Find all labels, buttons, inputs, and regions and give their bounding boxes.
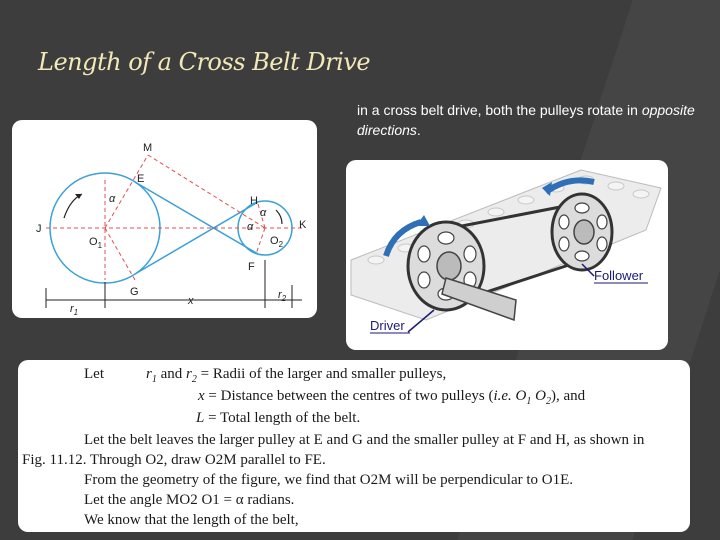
belt-photo-card [346,160,668,350]
cross-belt-diagram [12,120,317,318]
line-o1-m [105,155,148,228]
text-paragraph-4: Let the angle MO2 O1 = α radians. [84,492,295,508]
follower-pulley-hub [574,220,594,244]
driver-label: Driver [370,318,405,333]
label-e: E [137,173,145,185]
caption-period: . [416,122,421,138]
text-line-2: x = Distance between the centres of two pulleys (i.e. $O_1$ $O_2$), and [198,388,586,407]
label-alpha-o2: α [247,221,254,233]
line-m-o2 [148,155,265,228]
label-j: J [36,223,42,235]
label-o1: $O_1$ [89,236,103,250]
label-r1: $r_1$ [70,303,79,317]
text-line-1-defs: $r_1$ and $r_2$ = Radii of the larger and smaller pulleys, [146,366,447,385]
label-x: x [188,295,194,307]
label-m: M [143,142,153,154]
text-paragraph-2: Fig. 11.12. Through O2, draw O2M parallel to FE. [22,452,326,468]
derivation-text-card [18,360,690,532]
line-o1-g [105,228,135,280]
text-line-3: L = Total length of the belt. [196,410,361,426]
text-line-1 [84,366,104,383]
label-o2: $O_2$ [270,235,284,249]
r2-symbol: $r_2$ [186,366,197,385]
follower-label: Follower [594,268,644,283]
let-word: Let [84,366,104,382]
label-h: H [250,195,258,207]
slide-title: Length of a Cross Belt Drive [38,48,371,76]
text-paragraph-3: From the geometry of the figure, we find that O2M will be perpendicular to O1E. [84,472,574,488]
slide-caption [357,100,697,140]
i-e-o1-o2: i.e. $O_1$ $O_2$ [493,388,551,407]
label-k: K [299,219,307,231]
small-pulley-rotation-arrow [276,210,282,224]
caption-text: in a cross belt drive, both the pulleys rotate in [357,102,642,118]
belt-illustration [346,160,668,350]
driver-pulley-hub [437,252,461,280]
caption-emphasis: opposite directions [357,102,695,138]
text-paragraph-1: Let the belt leaves the larger pulley at E and G and the smaller pulley at F and H, as shown in [84,432,645,448]
line-o2-f [256,228,265,254]
label-alpha-h: α [260,207,267,219]
r1-symbol: $r_1$ [146,366,157,385]
label-alpha-o1: α [109,193,116,205]
label-r2: $r_2$ [278,289,287,303]
cross-belt-diagram-card [12,120,317,318]
label-g: G [130,286,139,298]
label-f: F [248,261,255,273]
text-paragraph-5: We know that the length of the belt, [84,512,299,528]
